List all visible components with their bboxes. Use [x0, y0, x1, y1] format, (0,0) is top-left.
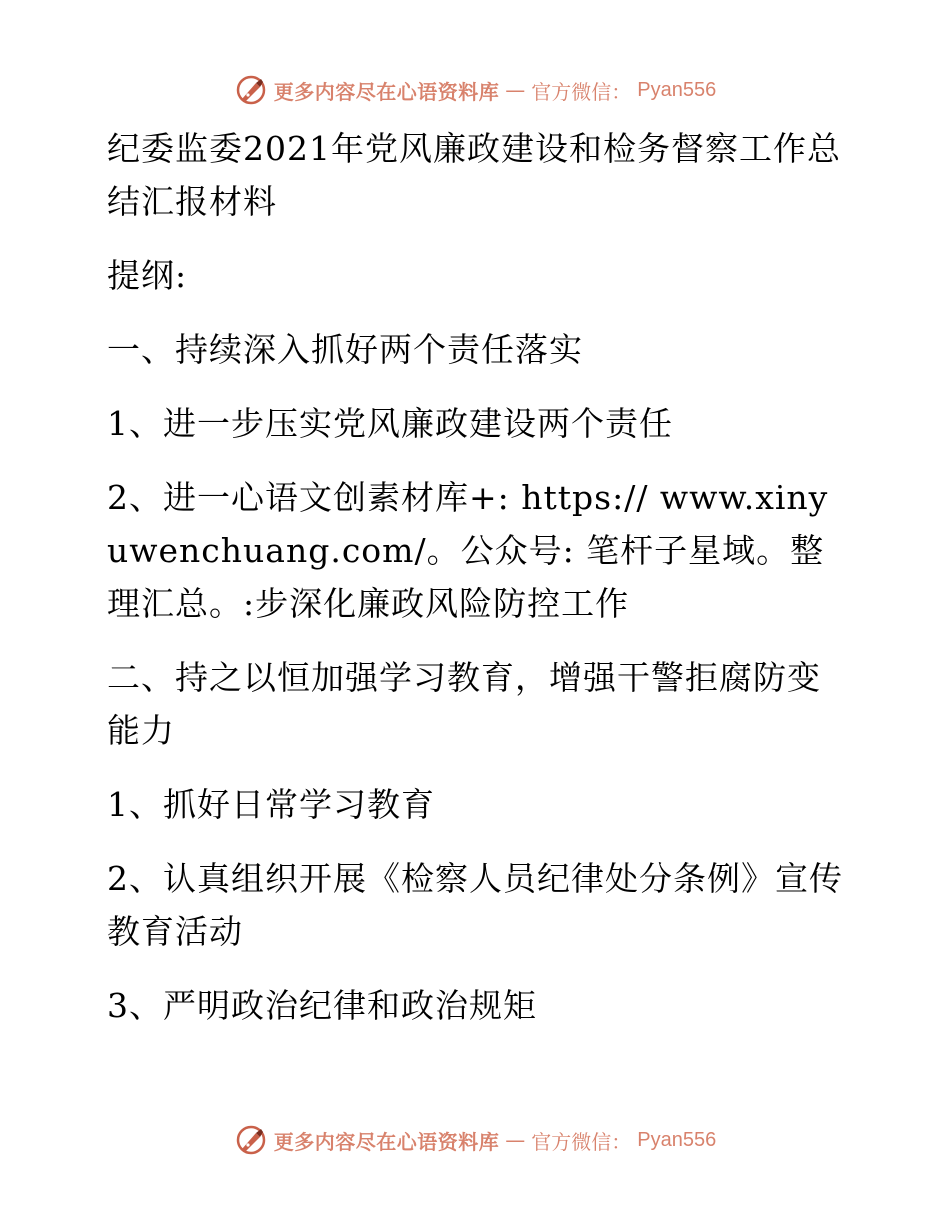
header-banner: [234, 73, 716, 107]
footer-banner-main: 更多内容尽在心语资料库: [273, 1129, 500, 1154]
page-header: [0, 70, 950, 110]
section2-heading: 二、持之以恒加强学习教育，增强干警拒腐防变能力: [107, 658, 821, 750]
section2-item1: 1、抓好日常学习教育: [107, 785, 435, 824]
footer-banner-wechat-label: 官方微信：: [531, 1129, 632, 1154]
footer-banner: [234, 1123, 716, 1157]
page-footer: [0, 1120, 950, 1160]
pen-nib-logo-icon: [234, 73, 268, 107]
header-banner-main: 更多内容尽在心语资料库: [273, 79, 500, 104]
section2-item3: 3、严明政治纪律和政治规矩: [107, 986, 537, 1025]
section2-item2: 2、认真组织开展《检察人员纪律处分条例》宣传教育活动: [107, 859, 843, 951]
section1-heading: 一、持续深入抓好两个责任落实: [107, 330, 583, 369]
footer-banner-account: Pyan556: [637, 1128, 717, 1151]
section1-item1: 1、进一步压实党风廉政建设两个责任: [107, 404, 673, 443]
pen-nib-logo-icon: [234, 1123, 268, 1157]
header-banner-wechat-label: 官方微信：: [531, 79, 632, 104]
header-banner-separator: —: [505, 78, 526, 102]
footer-banner-separator: —: [505, 1128, 526, 1152]
section1-item2: 2、进一心语文创素材库+: https:// www.xinyuwenchuang.com/。公众号: 笔杆子星域。整理汇总。:步深化廉政风险防控工作: [107, 478, 829, 623]
document-body: [97, 122, 847, 1053]
outline-label: 提纲:: [107, 256, 188, 295]
document-title: 纪委监委2021年党风廉政建设和检务督察工作总结汇报材料: [107, 129, 841, 221]
header-banner-account: Pyan556: [637, 78, 717, 101]
